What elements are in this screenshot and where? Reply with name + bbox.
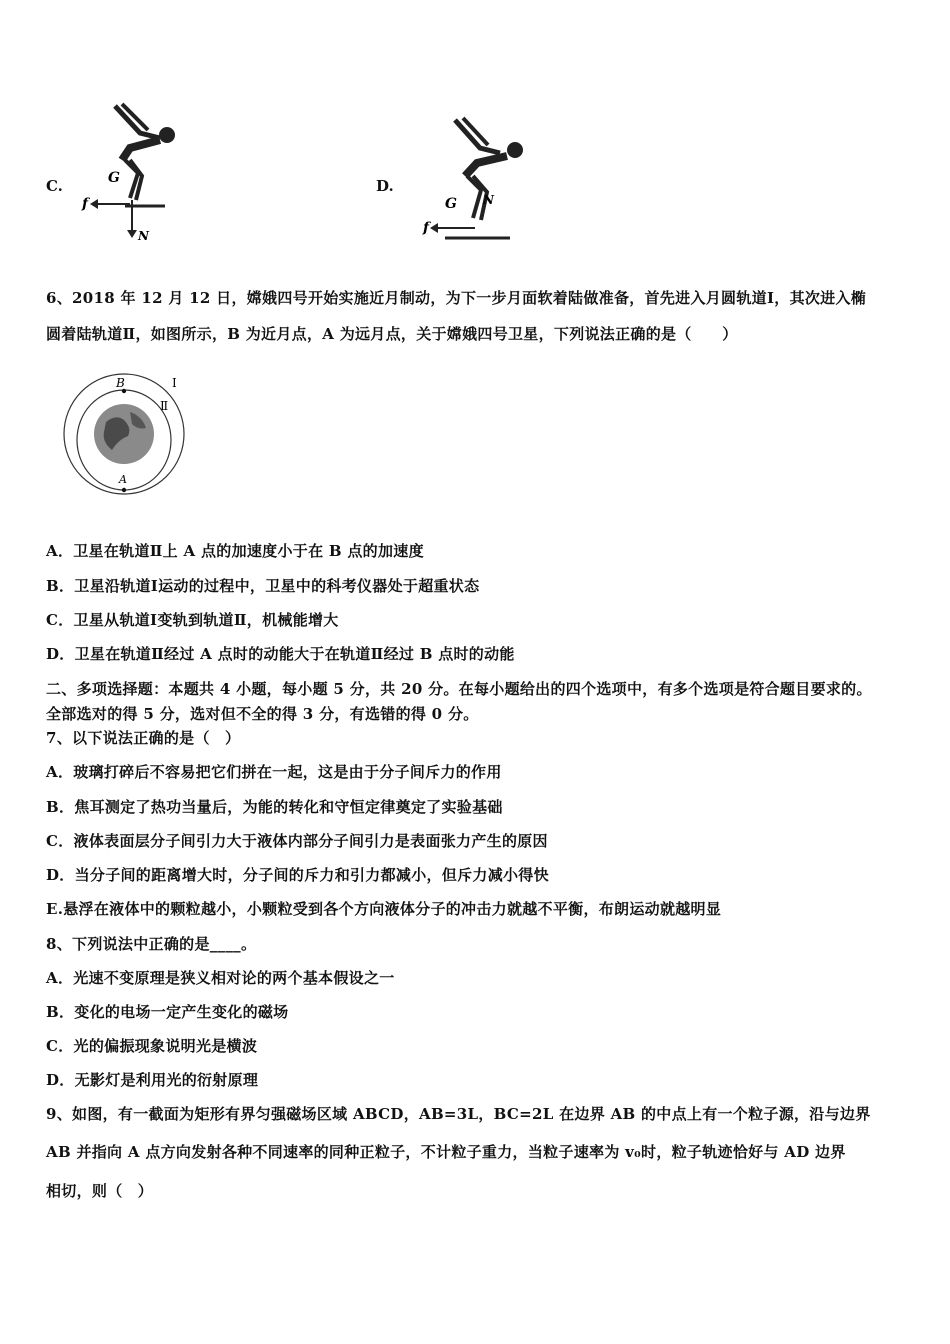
label-f: f	[82, 196, 89, 212]
q8-option-c: C．光的偏振现象说明光是横波	[46, 1037, 258, 1055]
label-a: A	[119, 473, 127, 486]
label-g: G	[108, 170, 120, 186]
figure-d-diver	[405, 108, 545, 248]
q7-option-a: A．玻璃打碎后不容易把它们拼在一起，这是由于分子间斥力的作用	[46, 763, 502, 781]
label-g: G	[445, 196, 457, 212]
label-b: B	[116, 376, 125, 390]
diver-head	[159, 127, 175, 143]
label-orbit-1: Ⅰ	[172, 376, 177, 390]
section2-line2: 全部选对的得 5 分，选对但不全的得 3 分，有选错的得 0 分。	[46, 705, 479, 723]
q6-stem-line1: 6、2018 年 12 月 12 日，嫦娥四号开始实施近月制动，为下一步月面软着陆做准备，首先进入月圆轨道Ⅰ，其次进入椭	[46, 289, 867, 307]
q9-stem-line2: AB 并指向 A 点方向发射各种不同速率的同种正粒子，不计粒子重力，当粒子速率为 v₀时，粒子轨迹恰好与 AD 边界	[46, 1143, 846, 1161]
section2-line1: 二、多项选择题：本题共 4 小题，每小题 5 分，共 20 分。在每小题给出的四个选项中，有多个选项是符合题目要求的。	[46, 680, 872, 698]
q8-option-b: B．变化的电场一定产生变化的磁场	[46, 1003, 289, 1021]
label-f: f	[423, 220, 430, 236]
q7-option-e: E.悬浮在液体中的颗粒越小，小颗粒受到各个方向液体分子的冲击力就越不平衡，布朗运动就越明显	[46, 900, 722, 918]
diver-body	[122, 140, 160, 160]
q6-option-d: D．卫星在轨道Ⅱ经过 A 点时的动能大于在轨道Ⅱ经过 B 点时的动能	[46, 645, 515, 663]
q7-option-c: C．液体表面层分子间引力大于液体内部分子间引力是表面张力产生的原因	[46, 832, 548, 850]
figure-c-diver	[70, 98, 210, 248]
label-n: N	[138, 229, 149, 243]
label-orbit-2: Ⅱ	[160, 399, 169, 413]
q8-option-d: D．无影灯是利用光的衍射原理	[46, 1071, 259, 1089]
q6-option-c: C．卫星从轨道Ⅰ变轨到轨道Ⅱ，机械能增大	[46, 611, 339, 629]
option-d-label: D.	[376, 177, 394, 195]
q6-option-b: B．卫星沿轨道Ⅰ运动的过程中，卫星中的科考仪器处于超重状态	[46, 577, 480, 595]
q7-option-d: D．当分子间的距离增大时，分子间的斥力和引力都减小，但斥力减小得快	[46, 866, 549, 884]
label-n: N	[483, 193, 494, 207]
q9-stem-line3: 相切，则（ ）	[46, 1182, 154, 1200]
q6-option-a: A．卫星在轨道Ⅱ上 A 点的加速度小于在 B 点的加速度	[46, 542, 424, 560]
q7-option-b: B．焦耳测定了热功当量后，为能的转化和守恒定律奠定了实验基础	[46, 798, 503, 816]
q8-stem: 8、下列说法中正确的是____。	[46, 935, 257, 953]
q8-option-a: A．光速不变原理是狭义相对论的两个基本假设之一	[46, 969, 395, 987]
option-c-label: C.	[46, 177, 63, 195]
q7-stem: 7、以下说法正确的是（ ）	[46, 729, 241, 747]
orbit-figure	[58, 370, 193, 502]
q6-stem-line2: 圆着陆轨道Ⅱ，如图所示，B 为近月点，A 为远月点，关于嫦娥四号卫星，下列说法正确的是（ ）	[46, 325, 738, 343]
q9-stem-line1: 9、如图，有一截面为矩形有界匀强磁场区域 ABCD，AB=3L，BC=2L 在边界 AB 的中点上有一个粒子源，沿与边界	[46, 1105, 871, 1123]
